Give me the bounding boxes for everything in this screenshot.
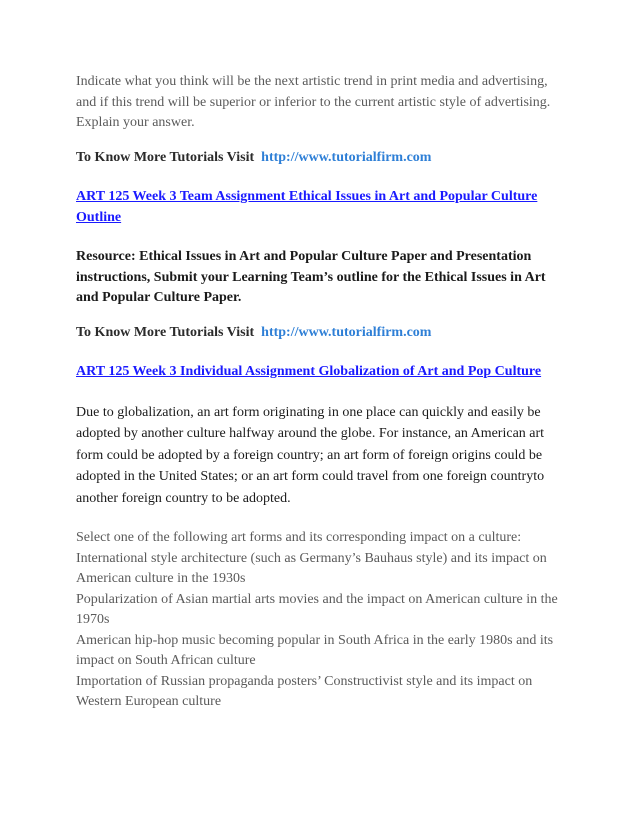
- spacer: [76, 509, 570, 528]
- spacer: [76, 383, 570, 402]
- section2-heading-link[interactable]: ART 125 Week 3 Individual Assignment Globalization of Art and Pop Culture: [76, 364, 542, 379]
- section2-body: Due to globalization, an art form originating in one place can quickly and easily be adopted by another culture halfway around the globe. For instance, an American art form could be adopted by a foreign country; an art form of foreign origins could be adopted in the United States; or an art form could travel from one foreign countryto another foreign country to be adopted.: [76, 404, 545, 506]
- spacer: [76, 134, 570, 148]
- spacer: [76, 168, 570, 187]
- intro-paragraph: Indicate what you think will be the next artistic trend in print media and advertising, and if this trend will be superior or inferior to the current artistic style of advertising. Explain your answer.: [76, 74, 551, 130]
- document-page: [76, 72, 570, 713]
- section1-resource: Resource: Ethical Issues in Art and Popular Culture Paper and Presentation instructions, Submit your Learning Team’s outline for the Ethical Issues in Art and Popular Culture Paper.: [76, 249, 546, 305]
- cta-label: To Know More Tutorials Visit: [76, 324, 255, 340]
- section2-instructions: Select one of the following art forms and its corresponding impact on a culture:: [76, 530, 522, 545]
- option-item: Popularization of Asian martial arts movies and the impact on American culture in the 1970s: [76, 591, 558, 627]
- option-item: Importation of Russian propaganda posters’ Constructivist style and its impact on Western European culture: [76, 673, 533, 709]
- cta-label: To Know More Tutorials Visit: [76, 149, 255, 165]
- tutorials-cta-2: [76, 323, 570, 344]
- cta-link[interactable]: http://www.tutorialfirm.com: [261, 149, 432, 165]
- cta-link[interactable]: http://www.tutorialfirm.com: [261, 324, 432, 340]
- section1-heading-link[interactable]: ART 125 Week 3 Team Assignment Ethical Issues in Art and Popular Culture Outline: [76, 189, 538, 225]
- spacer: [76, 228, 570, 247]
- spacer: [76, 343, 570, 362]
- option-item: International style architecture (such as Germany’s Bauhaus style) and its impact on American culture in the 1930s: [76, 550, 547, 586]
- spacer: [76, 309, 570, 323]
- option-item: American hip-hop music becoming popular in South Africa in the early 1980s and its impact on South African culture: [76, 632, 554, 668]
- tutorials-cta-1: [76, 148, 570, 169]
